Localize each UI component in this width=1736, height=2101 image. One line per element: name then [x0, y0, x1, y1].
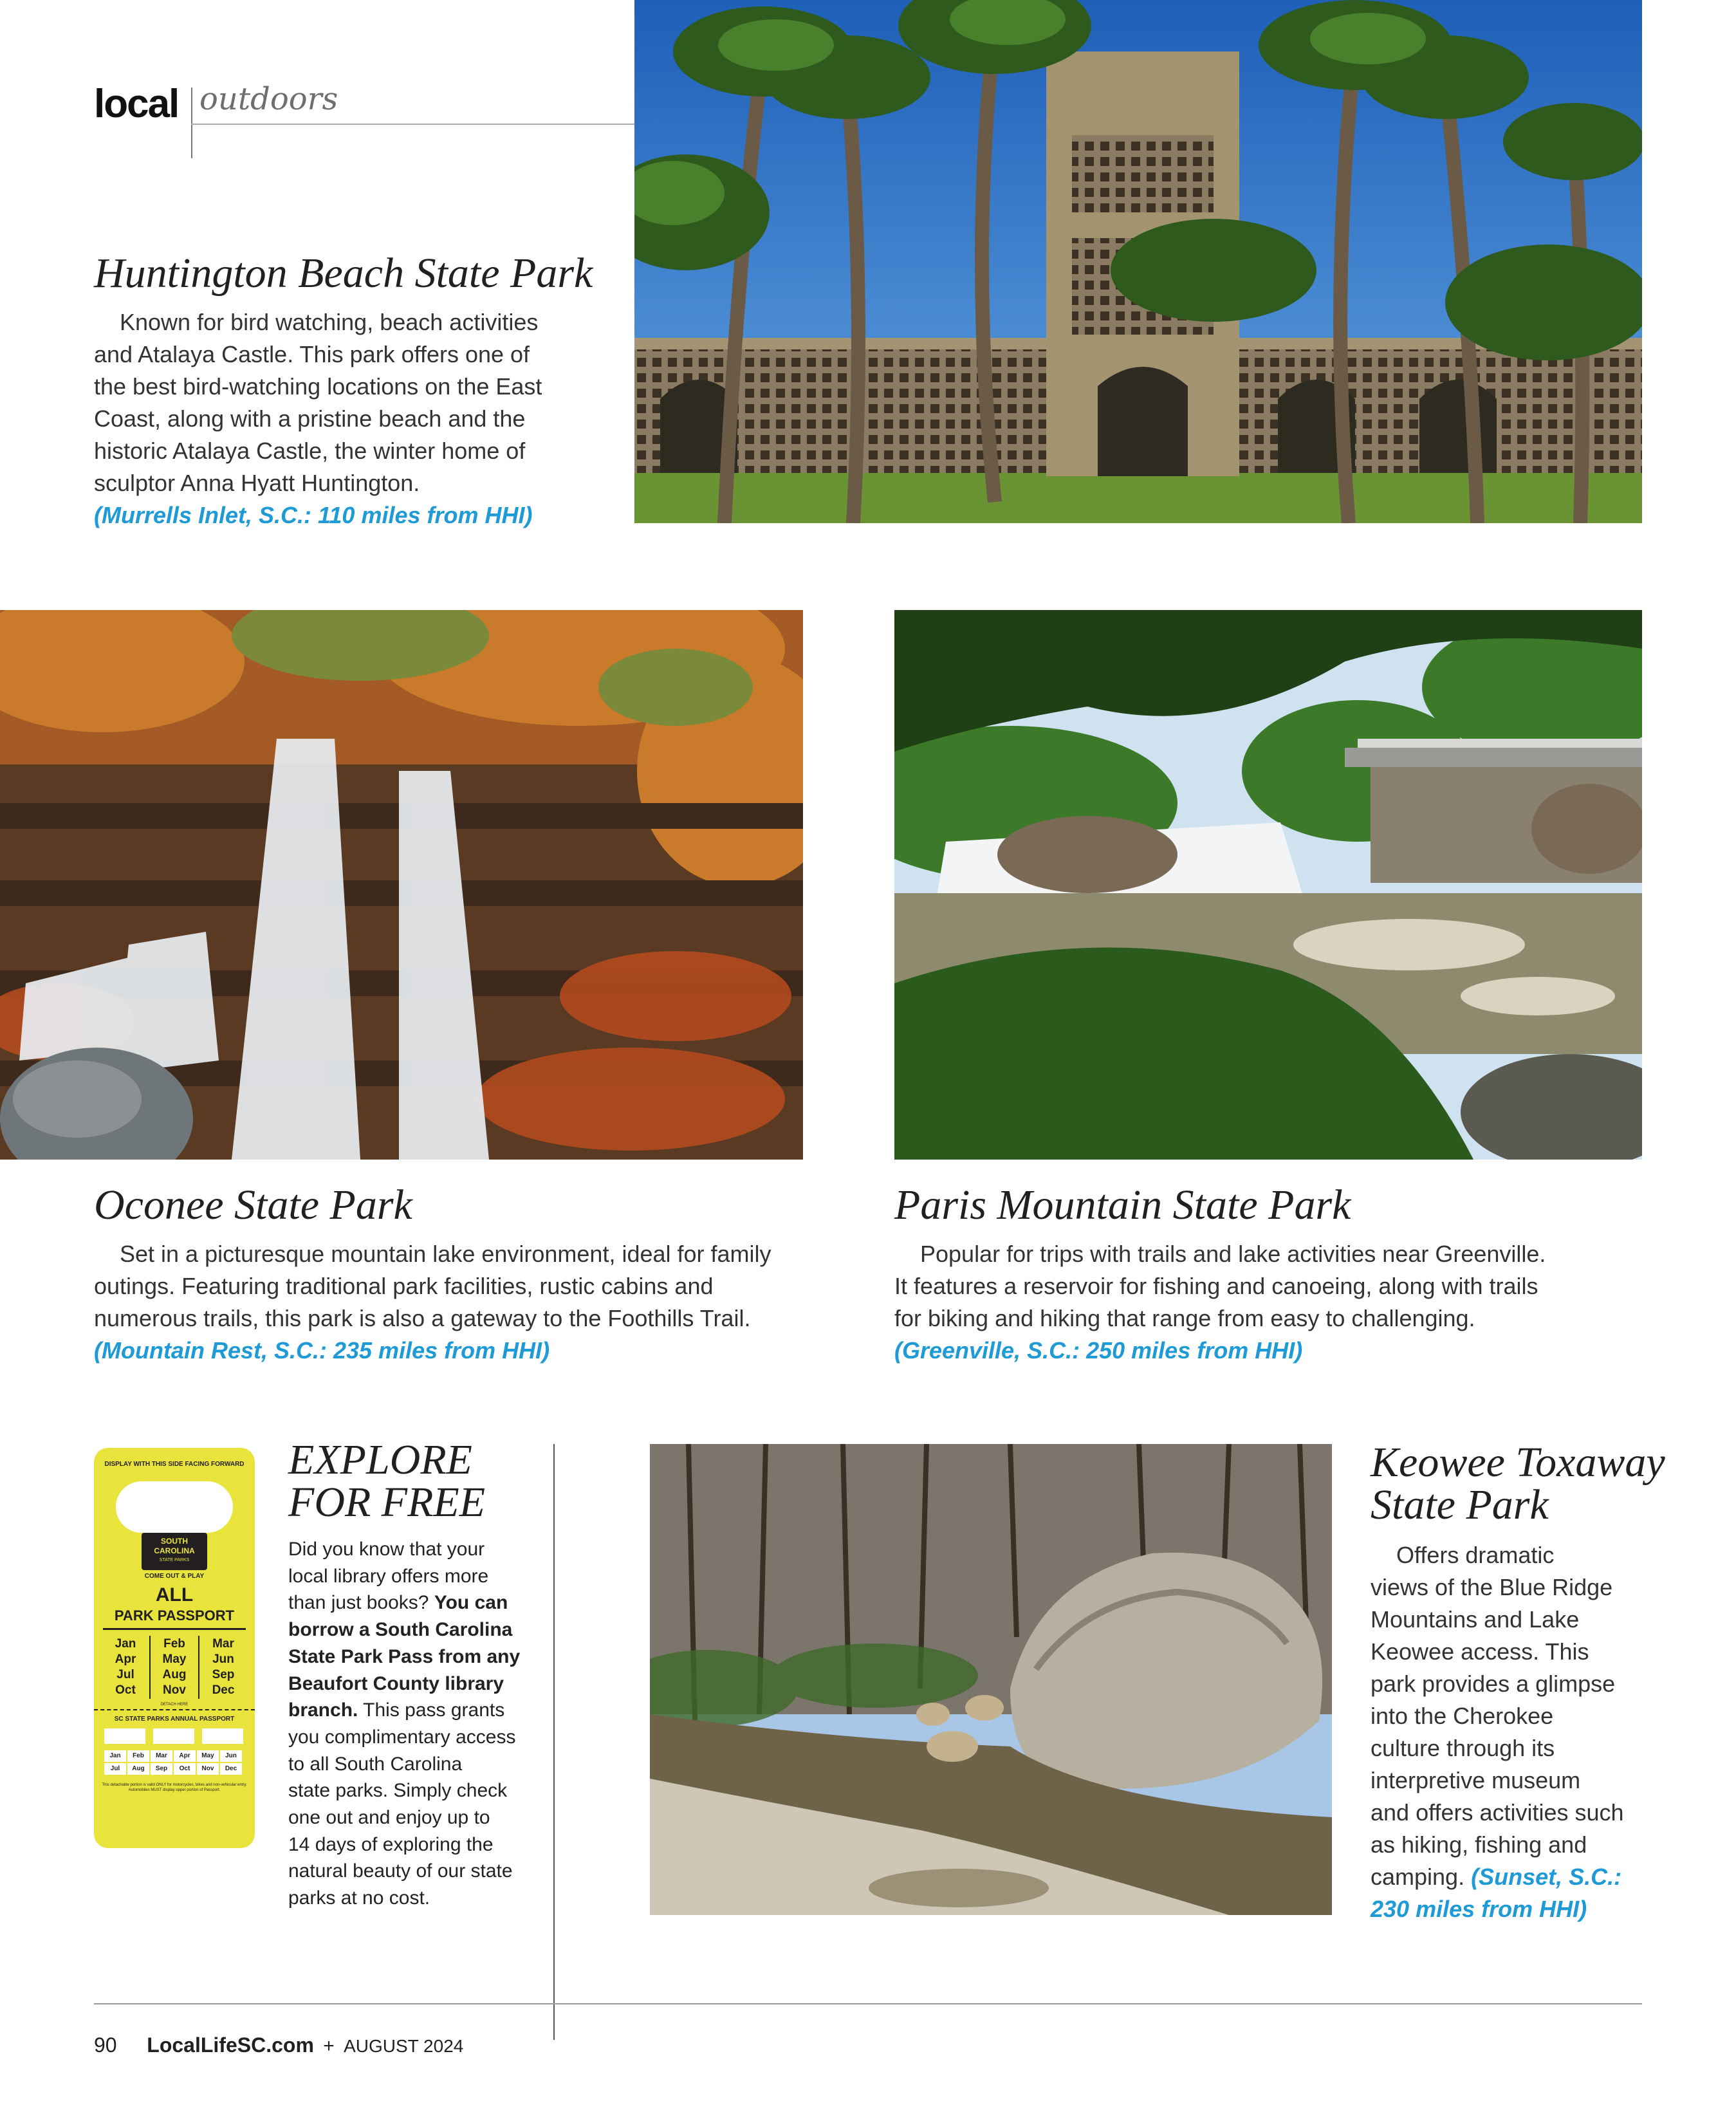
keowee-line: into the Cherokee [1371, 1703, 1554, 1729]
month-feb: Feb [163, 1637, 185, 1651]
passport-name: PARK PASSPORT [114, 1607, 235, 1624]
grid-divider-1 [149, 1636, 151, 1699]
section-label: outdoors [199, 81, 338, 117]
explore-title [288, 1436, 486, 1526]
stub-month-nov: Nov [197, 1763, 219, 1775]
huntington-line: sculptor Anna Hyatt Huntington. [94, 470, 420, 496]
explore-line [288, 1616, 526, 1643]
explore-line: 14 days of exploring the [288, 1833, 494, 1855]
explore-description [288, 1536, 526, 1912]
footer-separator: + [323, 2035, 335, 2057]
keowee-line: as hiking, fishing and [1371, 1831, 1587, 1858]
huntington-line: the best bird-watching locations on the East [94, 373, 542, 400]
explore-line: state parks. Simply check [288, 1780, 508, 1802]
stub-note: This detachable portion is valid ONLY for motorcycles, bikes and non-vehicular entry. Automobiles MUST display upper portion of Passport. [102, 1783, 247, 1792]
stub-month-jul: Jul [104, 1763, 126, 1775]
huntington-castle-photo [634, 0, 1642, 523]
huntington-line: historic Atalaya Castle, the winter home of [94, 438, 526, 464]
paris-line: for biking and hiking that range from easy to challenging. [894, 1305, 1475, 1331]
explore-emphasis: branch. [288, 1699, 358, 1721]
month-jul: Jul [116, 1668, 134, 1681]
stub-box [104, 1728, 145, 1744]
explore-line [288, 1589, 526, 1616]
paris-line: It features a reservoir for fishing and canoeing, along with trails [894, 1273, 1538, 1299]
grid-divider-2 [198, 1636, 199, 1699]
passport-rule [103, 1628, 246, 1630]
keowee-line-text: camping. [1371, 1864, 1465, 1890]
stub-month-jan: Jan [104, 1750, 126, 1762]
paris-line: Popular for trips with trails and lake activities near Greenville. [920, 1241, 1546, 1267]
header-divider-vertical [191, 88, 192, 158]
passport-detach: DETACH HERE [160, 1703, 189, 1707]
page-number: 90 [94, 2033, 117, 2057]
month-nov: Nov [163, 1683, 186, 1697]
keowee-title [1371, 1441, 1665, 1526]
explore-emphasis: borrow a South Carolina [288, 1619, 513, 1641]
stub-month-aug: Aug [127, 1763, 149, 1775]
stub-box [202, 1728, 243, 1744]
month-apr: Apr [115, 1652, 136, 1666]
footer-issue: AUGUST 2024 [344, 2036, 464, 2056]
stub-month-apr: Apr [174, 1750, 196, 1762]
keowee-line: Offers dramatic [1396, 1542, 1555, 1568]
keowee-line: Mountains and Lake [1371, 1606, 1580, 1633]
stub-month-oct: Oct [174, 1763, 196, 1775]
paris-description [894, 1238, 1634, 1367]
huntington-description [94, 306, 609, 532]
oconee-line: Set in a picturesque mountain lake environment, ideal for family [120, 1241, 771, 1267]
explore-line-text: than just books? [288, 1592, 429, 1614]
hanger-hole [116, 1481, 233, 1533]
logo-line2: CAROLINA [154, 1546, 195, 1555]
footer [94, 2033, 463, 2057]
paris-title: Paris Mountain State Park [894, 1181, 1351, 1228]
keowee-line: and offers activities such [1371, 1799, 1624, 1826]
month-oct: Oct [115, 1683, 136, 1697]
footer-rule [94, 2003, 1642, 2004]
header-rule [191, 124, 634, 125]
explore-emphasis: Beaufort County library [288, 1672, 504, 1694]
detach-line [94, 1709, 255, 1710]
stub-month-mar: Mar [151, 1750, 172, 1762]
keowee-creek-photo [650, 1444, 1332, 1915]
oconee-title: Oconee State Park [94, 1181, 412, 1228]
oconee-description [94, 1238, 834, 1367]
huntington-line: Known for bird watching, beach activities [120, 309, 539, 335]
stub-month-jun: Jun [220, 1750, 242, 1762]
stub-month-may: May [197, 1750, 219, 1762]
month-aug: Aug [162, 1668, 187, 1681]
keowee-location: (Sunset, S.C.: [1471, 1864, 1622, 1890]
passport-top-note: DISPLAY WITH THIS SIDE FACING FORWARD [104, 1461, 245, 1468]
park-passport-hanger [94, 1448, 255, 1848]
explore-line [288, 1671, 526, 1698]
keowee-line [1371, 1861, 1654, 1893]
explore-title-line1: EXPLORE [288, 1436, 472, 1483]
keowee-description [1371, 1539, 1654, 1925]
oconee-line: outings. Featuring traditional park facilities, rustic cabins and [94, 1273, 714, 1299]
keowee-location-cont: 230 miles from HHI) [1371, 1896, 1587, 1922]
paris-mountain-photo [894, 610, 1642, 1160]
explore-emphasis: You can [434, 1592, 508, 1614]
explore-line: parks at no cost. [288, 1887, 430, 1909]
column-divider [553, 1444, 555, 2040]
explore-line: you complimentary access [288, 1726, 516, 1748]
keowee-line: Keowee access. This [1371, 1638, 1589, 1665]
paris-location: (Greenville, S.C.: 250 miles from HHI) [894, 1337, 1303, 1364]
passport-all: ALL [155, 1584, 194, 1606]
keowee-title-line2: State Park [1371, 1481, 1549, 1528]
month-mar: Mar [212, 1637, 234, 1651]
explore-line: to all South Carolina [288, 1753, 463, 1775]
huntington-line: and Atalaya Castle. This park offers one of [94, 341, 530, 367]
stub-box [153, 1728, 194, 1744]
huntington-location: (Murrells Inlet, S.C.: 110 miles from HHI) [94, 502, 533, 528]
explore-line: Did you know that your [288, 1539, 485, 1560]
explore-line: local library offers more [288, 1565, 489, 1587]
stub-month-sep: Sep [151, 1763, 172, 1775]
keowee-line: culture through its [1371, 1735, 1555, 1761]
keowee-line: views of the Blue Ridge [1371, 1574, 1613, 1600]
logo-line3: STATE PARKS [159, 1558, 190, 1562]
explore-emphasis: State Park Pass from any [288, 1645, 521, 1667]
sc-state-parks-logo [142, 1533, 207, 1570]
explore-line: one out and enjoy up to [288, 1807, 490, 1829]
logo-line1: SOUTH [161, 1537, 188, 1546]
month-may: May [162, 1652, 187, 1666]
huntington-line: Coast, along with a pristine beach and the [94, 405, 526, 432]
brand-logo: local [94, 82, 179, 126]
keowee-title-line1: Keowee Toxaway [1371, 1439, 1665, 1486]
explore-title-line2: FOR FREE [288, 1479, 486, 1526]
month-dec: Dec [212, 1683, 235, 1697]
month-jan: Jan [115, 1637, 136, 1651]
keowee-line: park provides a glimpse [1371, 1671, 1616, 1697]
keowee-line: interpretive museum [1371, 1767, 1581, 1793]
explore-line-text: This pass grants [363, 1699, 505, 1721]
explore-line [288, 1643, 526, 1671]
oconee-line: numerous trails, this park is also a gateway to the Foothills Trail. [94, 1305, 751, 1331]
stub-month-dec: Dec [220, 1763, 242, 1775]
month-sep: Sep [212, 1668, 235, 1681]
oconee-location: (Mountain Rest, S.C.: 235 miles from HHI) [94, 1337, 550, 1364]
stub-month-feb: Feb [127, 1750, 149, 1762]
explore-line [288, 1697, 526, 1724]
huntington-title: Huntington Beach State Park [94, 250, 593, 297]
stub-title: SC STATE PARKS ANNUAL PASSPORT [114, 1716, 235, 1723]
passport-tagline: COME OUT & PLAY [144, 1573, 205, 1580]
month-jun: Jun [212, 1652, 234, 1666]
footer-site: LocalLifeSC.com [147, 2033, 314, 2057]
explore-line: natural beauty of our state [288, 1860, 513, 1882]
oconee-waterfall-photo [0, 610, 803, 1160]
